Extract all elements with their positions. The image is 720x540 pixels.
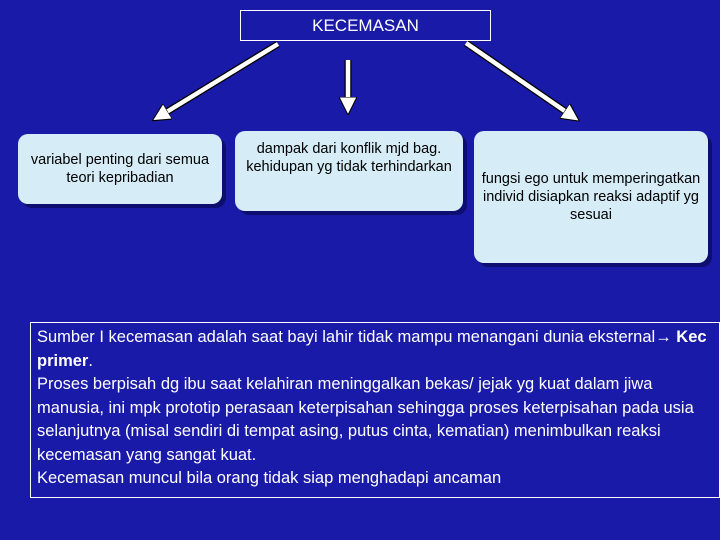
- diagram-title: KECEMASAN: [240, 10, 491, 41]
- box-variabel: [18, 134, 222, 204]
- box-fungsi-ego-text: fungsi ego untuk memperingatkan individ disiapkan reaksi adaptif yg sesuai: [481, 171, 701, 223]
- info-line1-bold: Kec primer: [37, 328, 707, 370]
- info-paragraph-1: [37, 326, 713, 373]
- box-dampak: [235, 131, 463, 211]
- info-text-box: [30, 322, 720, 498]
- box-variabel-text: variabel penting dari semua teori kepribadian: [30, 152, 210, 186]
- info-paragraph-2: Proses berpisah dg ibu saat kelahiran meninggalkan bekas/ jejak yg kuat dalam jiwa manusia, ini mpk prototip perasaan keterpisahan sehingga proses keterpisahan pada usia selanjutnya (misal sendiri di tempat asing, putus cinta, kematian) menimbulkan reaksi kecemasan yang sangat kuat.: [37, 375, 694, 464]
- box-dampak-text: dampak dari konflik mjd bag. kehidupan yg tidak terhindarkan: [246, 141, 452, 175]
- info-line1-end: .: [88, 351, 93, 370]
- box-fungsi-ego: [474, 131, 708, 263]
- arrow-right: [466, 43, 572, 116]
- arrow-left: [160, 44, 278, 116]
- info-paragraph-3: Kecemasan muncul bila orang tidak siap menghadapi ancaman: [37, 469, 502, 487]
- info-line1-text: Sumber I kecemasan adalah saat bayi lahir tidak mampu menangani dunia eksternal: [37, 328, 656, 346]
- right-arrow-icon: →: [655, 328, 672, 346]
